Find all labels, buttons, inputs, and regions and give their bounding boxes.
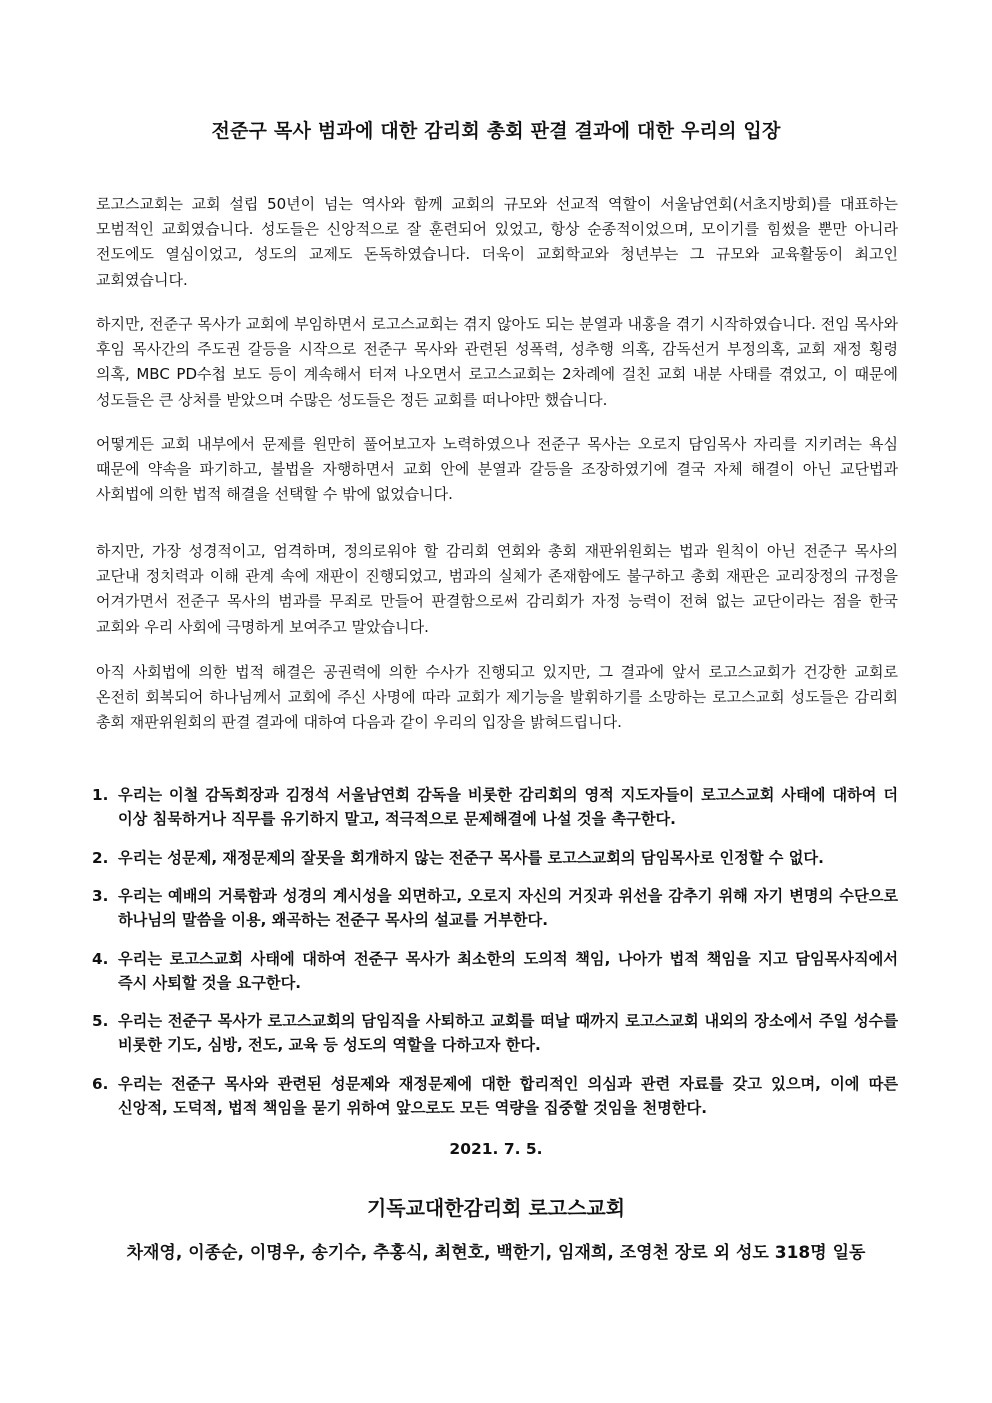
resolution-number: 3.: [92, 887, 109, 905]
paragraph-4: 하지만, 가장 성경적이고, 엄격하며, 정의로워야 할 감리회 연회와 총회 재판위원회는 법과 원칙이 아닌 전준구 목사의 교단내 정치력과 이해 관계 속에 재판이 진행되었고, 범과의 실체가 존재함에도 불구하고 총회 재판은 교리장정의 규정을 어겨가면서 전준구 목사의 범과를 무죄로 만들어 판결함으로써 감리회가 자정 능력이 전혀 없는 교단이라는 점을 한국 교회와 우리 사회에 극명하게 보여주고 말았습니다.: [96, 542, 898, 636]
resolution-item: [92, 846, 898, 870]
resolution-text: 우리는 전준구 목사와 관련된 성문제와 재정문제에 대한 합리적인 의심과 관련 자료를 갖고 있으며, 이에 따른 신앙적, 도덕적, 법적 책임을 묻기 위하여 앞으로도 모든 역량을 집중할 것임을 천명한다.: [118, 1074, 898, 1117]
resolution-text: 우리는 로고스교회 사태에 대하여 전준구 목사가 최소한의 도의적 책임, 나아가 법적 책임을 지고 담임목사직에서 즉시 사퇴할 것을 요구한다.: [118, 949, 898, 992]
resolution-text: 우리는 성문제, 재정문제의 잘못을 회개하지 않는 전준구 목사를 로고스교회의 담임목사로 인정할 수 없다.: [118, 848, 824, 867]
resolution-text: 우리는 전준구 목사가 로고스교회의 담임직을 사퇴하고 교회를 떠날 때까지 로고스교회 내외의 장소에서 주일 성수를 비롯한 기도, 심방, 전도, 교육 등 성도의 역할을 다하고자 한다.: [118, 1012, 898, 1054]
resolution-item: [92, 1009, 898, 1057]
resolution-item: [92, 783, 898, 831]
resolution-number: 4.: [92, 949, 109, 968]
document-title: 전준구 목사 범과에 대한 감리회 총회 판결 결과에 대한 우리의 입장: [211, 120, 781, 142]
resolution-text: 우리는 이철 감독회장과 김정석 서울남연회 감독을 비롯한 감리회의 영적 지도자들이 로고스교회 사태에 대하여 더 이상 침묵하거나 직무를 유기하지 말고, 적극적으로 문제해결에 나설 것을 촉구한다.: [118, 786, 898, 828]
resolution-number: 1.: [92, 786, 109, 804]
signers-line: 차재영, 이종순, 이명우, 송기수, 추홍식, 최현호, 백한기, 임재희, 조영천 장로 외 성도 318명 일동: [126, 1243, 866, 1263]
paragraph-2: 하지만, 전준구 목사가 교회에 부임하면서 로고스교회는 겪지 않아도 되는 분열과 내홍을 겪기 시작하였습니다. 전임 목사와 후임 목사간의 주도권 갈등을 시작으로 전준구 목사와 관련된 성폭력, 성추행 의혹, 감독선거 부정의혹, 교회 재정 횡령 의혹, MBC PD수첩 보도 등이 계속해서 터져 나오면서 로고스교회는 2차례에 걸친 교회 내분 사태를 겪었고, 이 때문에 성도들은 큰 상처를 받았으며 수많은 성도들은 정든 교회를 떠나야만 했습니다.: [96, 315, 898, 409]
resolution-item: [92, 947, 898, 995]
resolution-item: [92, 1072, 898, 1120]
resolution-number: 6.: [92, 1074, 109, 1093]
resolution-item: [92, 884, 898, 932]
paragraph-3: 어떻게든 교회 내부에서 문제를 원만히 풀어보고자 노력하였으나 전준구 목사는 오로지 담임목사 자리를 지키려는 욕심 때문에 약속을 파기하고, 불법을 자행하면서 교회 안에 분열과 갈등을 조장하였기에 결국 자체 해결이 아닌 교단법과 사회법에 의한 법적 해결을 선택할 수 밖에 없었습니다.: [96, 435, 898, 504]
document-date: 2021. 7. 5.: [449, 1140, 543, 1158]
resolution-number: 2.: [92, 848, 109, 867]
resolution-list: [92, 783, 898, 1134]
organization-name: 기독교대한감리회 로고스교회: [366, 1196, 626, 1220]
paragraph-1: 로고스교회는 교회 설립 50년이 넘는 역사와 함께 교회의 규모와 선교적 역할이 서울남연회(서초지방회)를 대표하는 모범적인 교회였습니다. 성도들은 신앙적으로 잘 훈련되어 있었고, 항상 순종적이었으며, 모이기를 힘썼을 뿐만 아니라 전도에도 열심이었고, 성도의 교제도 돈독하였습니다. 더욱이 교회학교와 청년부는 그 규모와 교육활동이 최고인 교회였습니다.: [96, 195, 898, 289]
paragraph-5: 아직 사회법에 의한 법적 해결은 공권력에 의한 수사가 진행되고 있지만, 그 결과에 앞서 로고스교회가 건강한 교회로 온전히 회복되어 하나님께서 교회에 주신 사명에 따라 교회가 제기능을 발휘하기를 소망하는 로고스교회 성도들은 감리회 총회 재판위원회의 판결 결과에 대하여 다음과 같이 우리의 입장을 밝혀드립니다.: [96, 663, 898, 732]
resolution-number: 5.: [92, 1012, 109, 1030]
resolution-text: 우리는 예배의 거룩함과 성경의 계시성을 외면하고, 오로지 자신의 거짓과 위선을 감추기 위해 자기 변명의 수단으로 하나님의 말씀을 이용, 왜곡하는 전준구 목사의 설교를 거부한다.: [118, 887, 898, 929]
